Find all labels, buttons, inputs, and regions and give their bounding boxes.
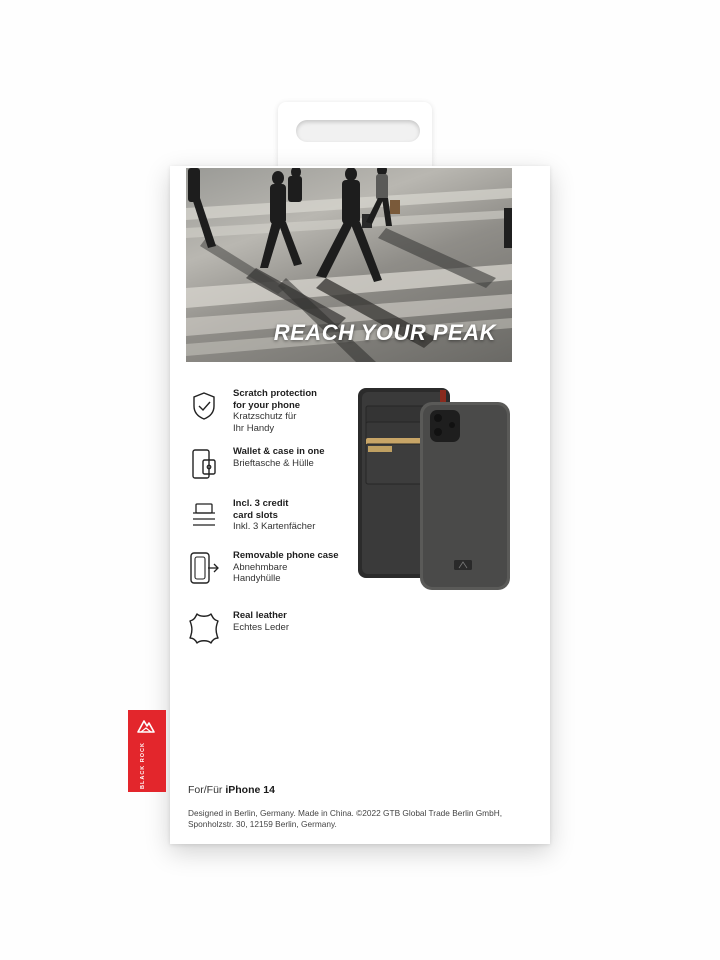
feature-subtitle: Kratzschutz für Ihr Handy [233,411,297,434]
feature-subtitle: Brieftasche & Hülle [233,457,314,469]
features-list [186,388,356,662]
hero-photo [186,168,512,362]
removable-case-icon [186,550,222,586]
black-rock-logo-icon [136,718,156,739]
feature-subtitle: Inkl. 3 Kartenfächer [233,521,316,532]
feature-title: Removable phone case [233,550,339,561]
feature-title: Real leather [233,610,287,621]
feature-title: Incl. 3 credit card slots [233,498,289,521]
feature-scratch-protection [186,388,356,446]
brand-tag [128,710,166,792]
feature-title: Wallet & case in one [233,446,325,457]
feature-wallet-case [186,446,356,498]
feature-card-slots [186,498,356,550]
feature-real-leather [186,610,356,662]
feature-removable-case [186,550,356,610]
wallet-phone-icon [186,446,222,482]
legal-text: Designed in Berlin, Germany. Made in China. ©2022 GTB Global Trade Berlin GmbH, Sponholzstr. 30, 12159 Berlin, Germany. [188,808,503,829]
brand-name: BLACK ROCK [140,742,146,789]
card-slots-icon [186,498,222,534]
compat-model: iPhone 14 [225,784,275,796]
shield-check-icon [186,388,222,424]
leather-hide-icon [186,610,222,646]
hero-slogan: REACH YOUR PEAK [273,320,496,345]
wallet-case-product-image [356,384,516,594]
compatibility-line [188,784,275,796]
feature-subtitle: Echtes Leder [233,621,289,633]
feature-title: Scratch protection for your phone [233,388,317,411]
hang-hole [296,120,420,142]
feature-subtitle: Abnehmbare Handyhülle [233,561,288,584]
compat-prefix: For/Für [188,784,223,796]
